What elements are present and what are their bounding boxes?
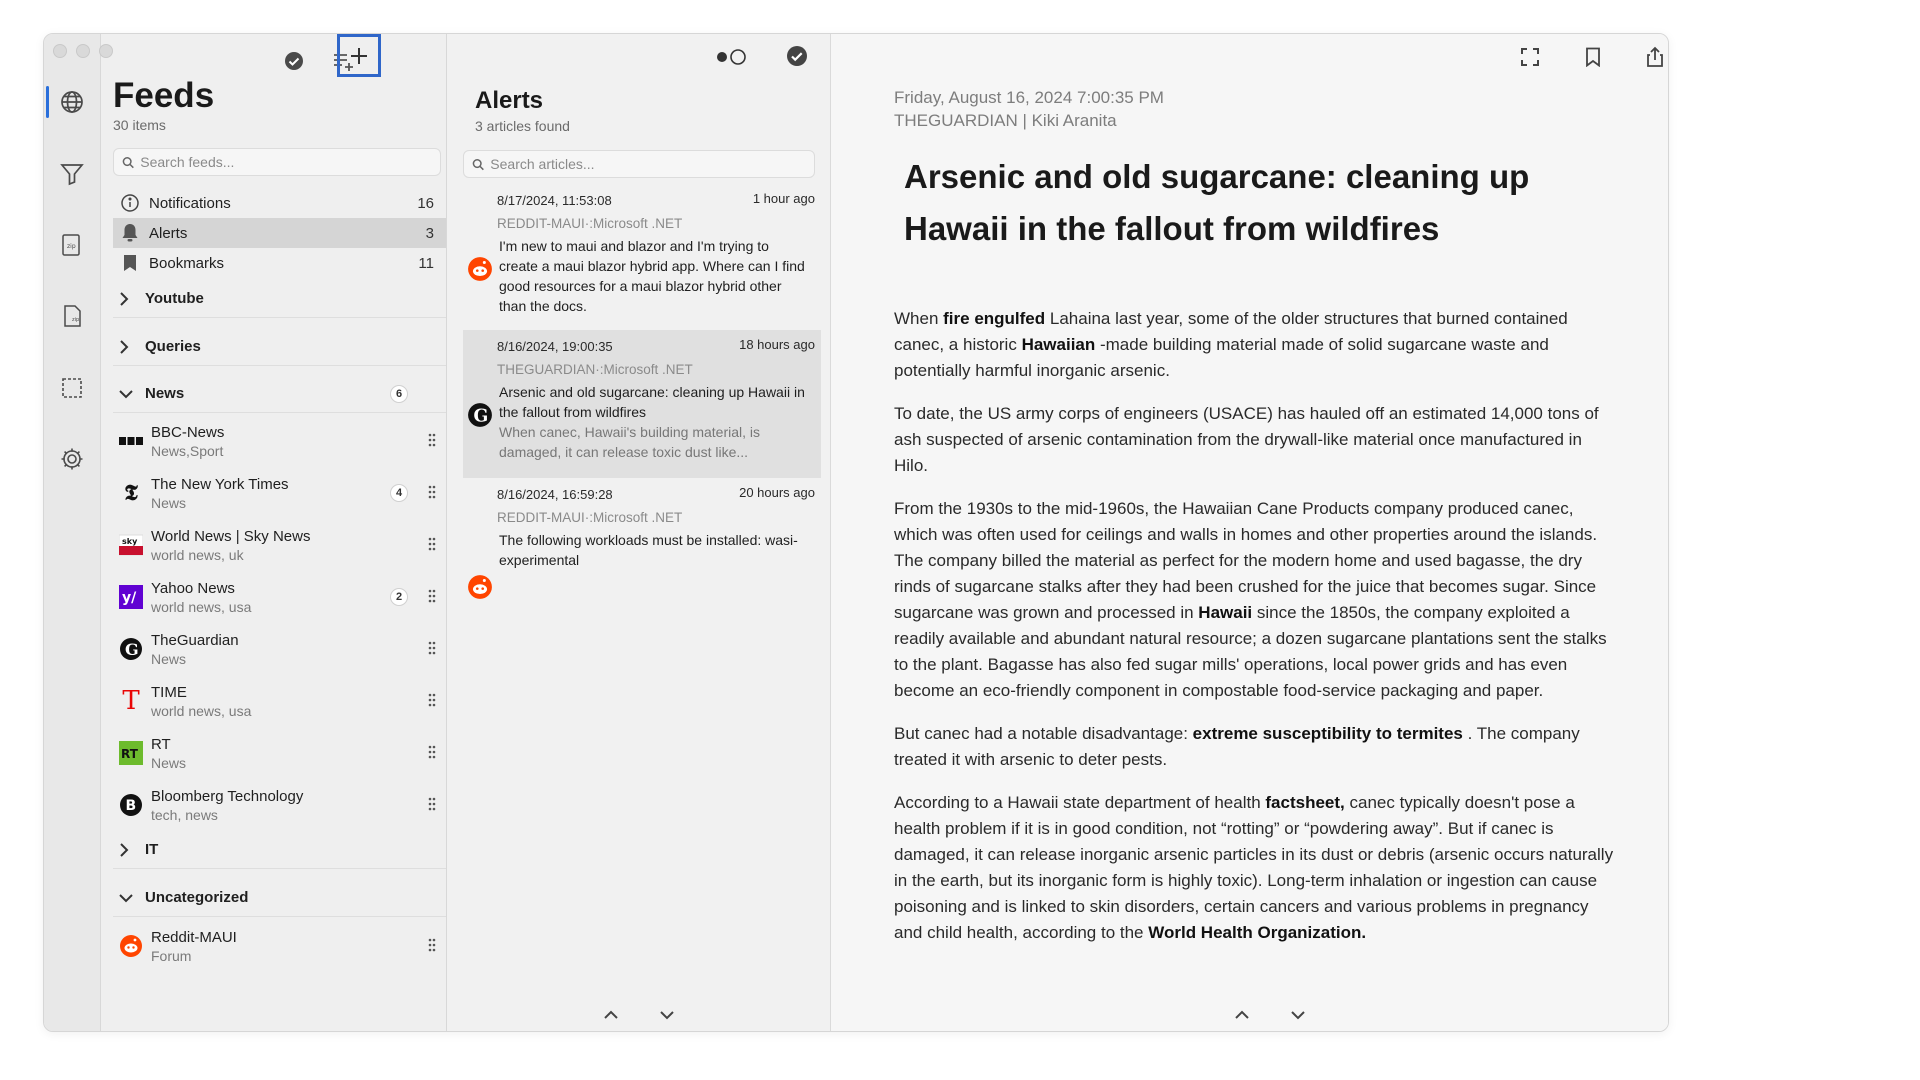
bbc-logo [119, 429, 143, 453]
add-feed-button[interactable] [337, 34, 381, 77]
feed-badge: 4 [390, 484, 408, 502]
link[interactable]: Hawaii [1198, 603, 1253, 622]
group-label: News [145, 385, 185, 402]
feed-item-sky[interactable] [113, 519, 446, 571]
article-date: 8/17/2024, 11:53:08 [497, 193, 612, 208]
gear-icon[interactable] [52, 439, 92, 479]
drag-handle-icon[interactable] [428, 797, 436, 816]
app-window [43, 33, 1669, 1032]
group-queries[interactable] [113, 328, 446, 366]
feed-category: News [151, 494, 187, 511]
feed-category: Forum [151, 947, 192, 964]
text: -made building material made of solid sugarcane waste and potentially harmful inorganic arsenic. [894, 335, 1549, 380]
drag-handle-icon[interactable] [428, 485, 436, 504]
svg-text:zip: zip [67, 243, 76, 250]
chevron-right-icon [119, 843, 135, 857]
toggle-dots-icon [714, 48, 748, 66]
bloomberg-logo [119, 793, 143, 817]
group-it[interactable] [113, 831, 446, 869]
feed-item-time[interactable] [113, 675, 446, 727]
text: Lahaina last year, some of the older structures that burned contained canec, a historic [894, 309, 1568, 354]
feed-category: News [151, 754, 187, 771]
article-item[interactable] [463, 184, 821, 330]
chevron-right-icon [119, 340, 135, 354]
paragraph: To date, the US army corps of engineers (USACE) has hauled off an estimated 14,000 tons of ash suspected of arsenic contamination from the drywall-like material once manufactured in Hilo. [894, 404, 1599, 475]
feeds-search[interactable] [113, 148, 441, 176]
link[interactable]: World Health Organization. [1148, 923, 1367, 942]
sidebar-item-bookmarks[interactable] [113, 248, 446, 278]
selection-icon[interactable] [52, 368, 92, 408]
sidebar-item-label: Bookmarks [149, 254, 225, 272]
sidebar-subtitle: 30 items [113, 117, 166, 133]
filter-icon[interactable] [52, 154, 92, 194]
link[interactable]: Hawaiian [1021, 335, 1096, 354]
list-pager [603, 1007, 675, 1025]
chevron-down-icon [119, 389, 135, 399]
search-icon [472, 158, 484, 171]
zoom-window-button[interactable] [99, 44, 113, 58]
feed-item-bloomberg[interactable] [113, 779, 446, 831]
bookmark-icon [119, 254, 141, 272]
article-byline: THEGUARDIAN | Kiki Aranita [894, 111, 1117, 130]
group-label: Youtube [145, 290, 204, 307]
feed-item-reddit-maui[interactable] [113, 920, 446, 972]
link[interactable]: fire engulfed [943, 309, 1046, 328]
svg-text:sky: sky [122, 537, 138, 546]
feed-item-yahoo[interactable] [113, 571, 446, 623]
time-logo: T [122, 686, 140, 716]
search-icon [122, 156, 134, 169]
svg-text:RT: RT [121, 747, 138, 761]
article-title: Arsenic and old sugarcane: cleaning up Hawaii in the fallout from wildfires [499, 384, 805, 420]
sidebar-item-label: Notifications [149, 194, 231, 212]
reddit-logo [467, 574, 493, 600]
minimize-window-button[interactable] [76, 44, 90, 58]
paragraph [894, 496, 1616, 704]
group-youtube[interactable] [113, 280, 446, 318]
text: According to a Hawaii state department of health [894, 793, 1266, 812]
article-title: The following workloads must be installed: wasi-experimental [499, 532, 798, 568]
chevron-up-icon[interactable] [1234, 1007, 1250, 1025]
chevron-down-icon[interactable] [659, 1007, 675, 1025]
feed-category: News,Sport [151, 442, 224, 459]
rt-logo [119, 741, 143, 765]
feed-badge: 2 [390, 588, 408, 606]
articles-search-input[interactable] [490, 156, 814, 172]
zip-file-icon[interactable] [52, 296, 92, 336]
feeds-sidebar [101, 34, 447, 1031]
article-age: 18 hours ago [739, 337, 815, 352]
feed-category: world news, usa [151, 598, 252, 615]
yahoo-logo [119, 585, 143, 609]
article-item[interactable] [463, 330, 821, 478]
nyt-logo: 𝕿 [124, 480, 138, 506]
chevron-right-icon [119, 292, 135, 306]
group-badge: 6 [390, 385, 408, 403]
feeds-search-input[interactable] [140, 154, 440, 170]
group-news[interactable] [113, 375, 446, 413]
fullscreen-icon[interactable] [1513, 40, 1547, 74]
article-age: 20 hours ago [739, 485, 815, 500]
feed-name: Bloomberg Technology [151, 787, 304, 805]
paragraph [894, 790, 1616, 946]
article-summary: When canec, Hawaii's building material, is damaged, it can release toxic dust like... [499, 424, 761, 460]
feed-category: News [151, 650, 187, 667]
drag-handle-icon[interactable] [428, 938, 436, 957]
window-controls [53, 44, 113, 58]
sidebar-title: Feeds [113, 76, 215, 115]
sidebar-item-count: 16 [417, 194, 434, 212]
link[interactable]: extreme susceptibility to termites [1192, 724, 1463, 743]
feed-name: TheGuardian [151, 631, 239, 649]
feed-category: world news, usa [151, 702, 252, 719]
feed-item-rt[interactable] [113, 727, 446, 779]
svg-text:G: G [125, 640, 139, 659]
sidebar-item-count: 11 [418, 254, 434, 272]
feed-item-guardian[interactable] [113, 623, 446, 675]
svg-text:y/: y/ [122, 590, 137, 606]
globe-icon[interactable] [52, 82, 92, 122]
text: From the 1930s to the mid-1960s, the Hawaiian Cane Products company produced canec, which was often used for ceilings and walls in homes and other properties around the islands. The company billed the material as perfect for the modern home and used bagasse, the dry rinds of sugarcane stalks after they had been crushed for the juice that becomes sugar. Since sugarcane was grown and processed in [894, 499, 1598, 622]
sidebar-item-alerts[interactable] [113, 218, 446, 248]
info-icon [119, 193, 141, 213]
feed-item-bbc[interactable] [113, 415, 446, 467]
drag-handle-icon[interactable] [428, 693, 436, 712]
paragraph [894, 306, 1616, 384]
feed-item-nyt[interactable] [113, 467, 446, 519]
bell-icon [119, 223, 141, 243]
mark-read-icon[interactable] [277, 44, 311, 78]
feed-name: TIME [151, 683, 187, 701]
list-subtitle: 3 articles found [475, 118, 570, 134]
list-title: Alerts [475, 87, 544, 114]
chevron-up-icon[interactable] [603, 1007, 619, 1025]
group-label: IT [145, 841, 159, 858]
article-list-pane [447, 34, 831, 1031]
sky-news-logo [119, 533, 143, 557]
drag-handle-icon[interactable] [428, 589, 436, 608]
svg-text:B: B [125, 798, 137, 814]
icon-rail [44, 34, 101, 1031]
sidebar-item-notifications[interactable] [113, 188, 446, 218]
bookmark-icon[interactable] [1576, 40, 1610, 74]
group-label: Uncategorized [145, 889, 249, 906]
reddit-logo [467, 256, 493, 282]
chevron-down-icon[interactable] [1290, 1007, 1306, 1025]
text: canec typically doesn't pose a health problem if it is in good condition, not “rotting” or “powdering away”. But if canec is damaged, it can release inorganic arsenic particles in its dust or debris (arsenic occurs naturally in the earth, but its inorganic form is highly toxic). Long-term inhalation or ingestion can cause poisoning and is linked to skin disorders, certain cancers and various problems in pregnancy and child health, according to the [894, 793, 1614, 942]
feed-name: Yahoo News [151, 579, 235, 597]
sidebar-item-label: Alerts [149, 224, 188, 242]
share-icon[interactable] [1638, 40, 1669, 74]
link[interactable]: factsheet, [1265, 793, 1345, 812]
article-age: 1 hour ago [752, 191, 815, 206]
article-title: I'm new to maui and blazor and I'm trying to create a maui blazor hybrid app. Where can I find good resources for a maui blazor hybrid other than the docs. [499, 238, 805, 314]
svg-text:G: G [473, 406, 489, 427]
feed-name: World News | Sky News [151, 527, 311, 545]
article-title: Arsenic and old sugarcane: cleaning up Hawaii in the fallout from wildfires [904, 158, 1530, 247]
drag-handle-icon[interactable] [428, 745, 436, 764]
guardian-logo [467, 402, 493, 428]
reader-pane [831, 34, 1668, 1031]
article-date: 8/16/2024, 19:00:35 [497, 339, 613, 354]
feed-name: Reddit-MAUI [151, 928, 237, 946]
paragraph [894, 721, 1616, 773]
chevron-down-icon [119, 893, 135, 903]
svg-text:zip: zip [72, 317, 80, 323]
feed-name: RT [151, 735, 171, 753]
article-date: 8/16/2024, 16:59:28 [497, 487, 613, 502]
guardian-logo [119, 637, 143, 661]
text: When [894, 309, 944, 328]
drag-handle-icon[interactable] [428, 641, 436, 660]
text: since the 1850s, the company exploited a readily available and abundant natural resource; a dozen sugarcane plantations sent the stalks to the plant. Bagasse has also fed sugar mills' operations, local power grids and has even become an eco-friendly component in compostable food-service packaging and paper. [894, 603, 1607, 700]
drag-handle-icon[interactable] [428, 537, 436, 556]
feed-name: The New York Times [151, 475, 289, 493]
reader-pager [1234, 1007, 1306, 1025]
mark-all-read-icon[interactable] [785, 44, 811, 70]
feed-category: tech, news [151, 806, 218, 823]
group-label: Queries [145, 338, 201, 355]
text: But canec had a notable disadvantage: [894, 724, 1193, 743]
article-item[interactable] [463, 478, 821, 624]
article-source: THEGUARDIAN·:Microsoft .NET [497, 362, 693, 377]
article-body [894, 306, 1616, 963]
article-source: REDDIT-MAUI·:Microsoft .NET [497, 510, 683, 525]
articles-search[interactable] [463, 150, 815, 178]
article-date: Friday, August 16, 2024 7:00:35 PM [894, 88, 1164, 107]
article-source: REDDIT-MAUI·:Microsoft .NET [497, 216, 683, 231]
feed-name: BBC-News [151, 423, 225, 441]
reddit-logo [119, 934, 143, 958]
zip-icon[interactable] [52, 225, 92, 265]
text: . The company treated it with arsenic to deter pests. [894, 724, 1580, 769]
close-window-button[interactable] [53, 44, 67, 58]
feed-category: world news, uk [151, 546, 244, 563]
drag-handle-icon[interactable] [428, 433, 436, 452]
unread-toggle[interactable] [714, 48, 748, 66]
sidebar-item-count: 3 [425, 224, 434, 242]
group-uncategorized[interactable] [113, 879, 446, 917]
